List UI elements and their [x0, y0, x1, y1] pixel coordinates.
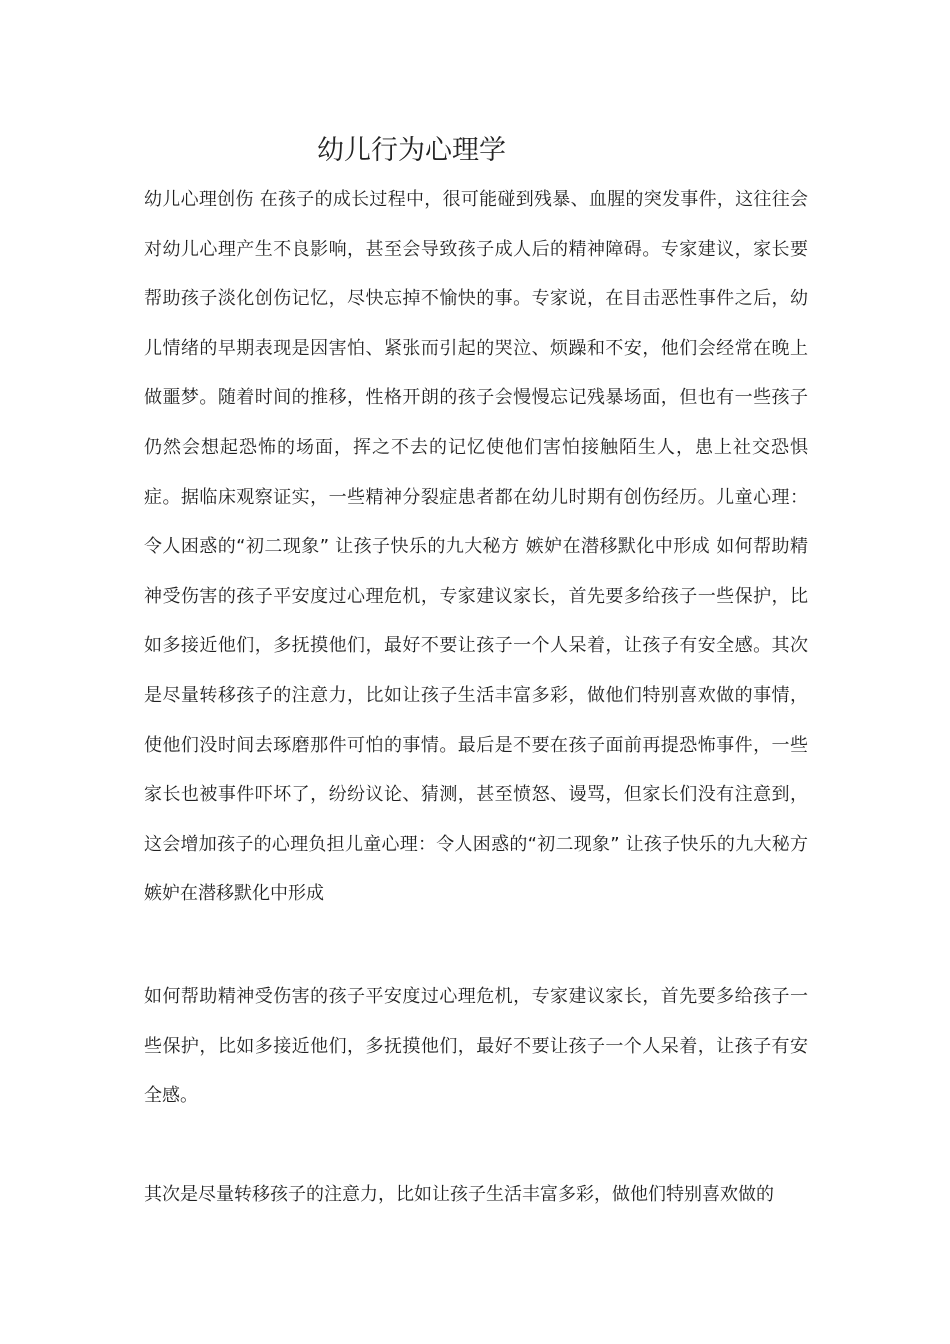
body-paragraph-3: 其次是尽量转移孩子的注意力，比如让孩子生活丰富多彩，做他们特别喜欢做的	[144, 1184, 774, 1205]
body-paragraph-1: 幼儿心理创伤 在孩子的成长过程中，很可能碰到残暴、血腥的突发事件，这往往会对幼儿心理产生不良影响，甚至会导致孩子成人后的精神障碍。专家建议，家长要帮助孩子淡化创伤记忆，尽快忘掉不愉快的事。专家说，在目击恶性事件之后，幼儿情绪的早期表现是因害怕、紧张而引起的哭泣、烦躁和不安，他们会经常在晚上做噩梦。随着时间的推移，性格开朗的孩子会慢慢忘记残暴场面，但也有一些孩子仍然会想起恐怖的场面，挥之不去的记忆使他们害怕接触陌生人，患上社交恐惧症。据临床观察证实，一些精神分裂症患者都在幼儿时期有创伤经历。儿童心理：令人困惑的“初二现象” 让孩子快乐的九大秘方 嫉妒在潜移默化中形成 如何帮助精神受伤害的孩子平安度过心理危机，专家建议家长，首先要多给孩子一些保护，比如多接近他们，多抚摸他们，最好不要让孩子一个人呆着，让孩子有安全感。其次是尽量转移孩子的注意力，比如让孩子生活丰富多彩，做他们特别喜欢做的事情，使他们没时间去琢磨那件可怕的事情。最后是不要在孩子面前再提恐怖事件，一些家长也被事件吓坏了，纷纷议论、猜测，甚至愤怒、谩骂，但家长们没有注意到，这会增加孩子的心理负担儿童心理：令人困惑的“初二现象” 让孩子快乐的九大秘方 嫉妒在潜移默化中形成	[144, 189, 808, 905]
body-paragraph-2: 如何帮助精神受伤害的孩子平安度过心理危机，专家建议家长，首先要多给孩子一些保护，比如多接近他们，多抚摸他们，最好不要让孩子一个人呆着，让孩子有安全感。	[144, 986, 808, 1107]
document-title: 幼儿行为心理学	[317, 135, 506, 166]
